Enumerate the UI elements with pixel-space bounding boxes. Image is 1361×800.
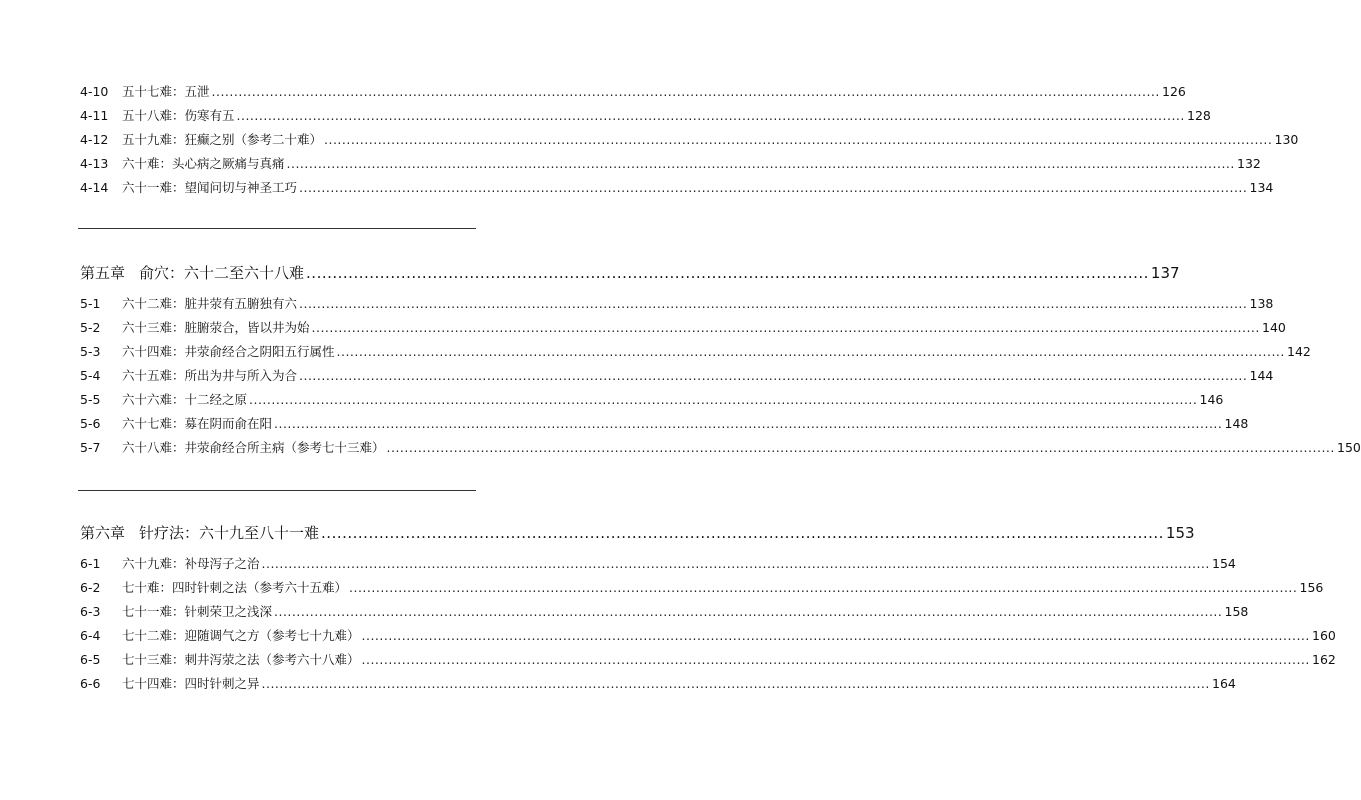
dot-leader: [349, 580, 1297, 595]
dot-leader: [312, 320, 1260, 335]
toc-entry[interactable]: [80, 554, 1236, 578]
dot-leader: [337, 344, 1285, 359]
chapter-label: 第六章: [80, 524, 126, 542]
section-divider: [78, 228, 476, 229]
entry-page: 138: [1249, 296, 1274, 311]
entry-page: 140: [1262, 320, 1286, 335]
entry-title: 六十六难：十二经之原: [122, 392, 248, 407]
entry-title: 六十八难：井荥俞经合所主病（参考七十三难）: [122, 440, 385, 455]
entry-page: 146: [1199, 392, 1224, 407]
toc-entry[interactable]: [80, 178, 1274, 202]
toc-entry[interactable]: [80, 130, 1299, 154]
toc-section-chapter6: [80, 522, 1336, 698]
toc-entry[interactable]: [80, 438, 1361, 462]
chapter-page: 153: [1165, 524, 1195, 542]
entry-title: 七十难：四时针刺之法（参考六十五难）: [122, 580, 348, 595]
entry-page: 128: [1187, 108, 1211, 123]
entry-page: 164: [1212, 676, 1236, 691]
entry-title: 六十二难：脏井荥有五腑独有六: [122, 296, 298, 311]
entry-number: 5-1: [80, 296, 101, 311]
entry-title: 五十九难：狂癫之别（参考二十难）: [122, 132, 323, 147]
dot-leader: [237, 108, 1185, 123]
entry-page: 134: [1249, 180, 1274, 195]
dot-leader: [324, 132, 1272, 147]
dot-leader: [387, 440, 1335, 455]
dot-leader: [299, 296, 1247, 311]
dot-leader: [299, 368, 1247, 383]
toc-entry[interactable]: [80, 650, 1336, 674]
toc-entry[interactable]: [80, 294, 1274, 318]
entry-page: 130: [1274, 132, 1299, 147]
toc-entry[interactable]: [80, 674, 1236, 698]
entry-page: 142: [1287, 344, 1311, 359]
entry-page: 144: [1249, 368, 1274, 383]
entry-title: 六十一难：望闻问切与神圣工巧: [122, 180, 298, 195]
entry-page: 156: [1299, 580, 1324, 595]
entry-title: 七十三难：刺井泻荥之法（参考六十八难）: [122, 652, 360, 667]
entry-page: 126: [1162, 84, 1186, 99]
entry-page: 162: [1312, 652, 1336, 667]
dot-leader: [362, 652, 1310, 667]
entry-number: 5-6: [80, 416, 101, 431]
entry-number: 5-2: [80, 320, 101, 335]
entry-title: 七十一难：针刺荣卫之浅深: [122, 604, 273, 619]
entry-number: 6-6: [80, 676, 101, 691]
entry-title: 六十难：头心病之厥痛与真痛: [122, 156, 285, 171]
entry-number: 4-11: [80, 108, 109, 123]
toc-entry[interactable]: [80, 414, 1249, 438]
dot-leader: [249, 392, 1197, 407]
toc-entry[interactable]: [80, 602, 1249, 626]
entry-number: 4-12: [80, 132, 109, 147]
entry-page: 148: [1224, 416, 1249, 431]
toc-section-chapter4: [80, 82, 1299, 202]
entry-title: 七十二难：迎随调气之方（参考七十九难）: [122, 628, 360, 643]
toc-entry[interactable]: [80, 106, 1211, 130]
entry-number: 6-3: [80, 604, 101, 619]
entry-title: 五十七难：五泄: [122, 84, 210, 99]
entry-page: 132: [1237, 156, 1261, 171]
dot-leader: [212, 84, 1160, 99]
section-divider: [78, 490, 476, 491]
entry-page: 154: [1212, 556, 1236, 571]
entry-number: 4-10: [80, 84, 109, 99]
entry-title: 五十八难：伤寒有五: [122, 108, 235, 123]
chapter-page: 137: [1150, 264, 1180, 282]
entry-title: 六十九难：补母泻子之治: [122, 556, 260, 571]
entry-number: 4-14: [80, 180, 109, 195]
dot-leader: [299, 180, 1247, 195]
entry-title: 六十七难：募在阴而俞在阳: [122, 416, 273, 431]
toc-section-chapter5: [80, 262, 1361, 462]
toc-entry[interactable]: [80, 390, 1224, 414]
entry-number: 5-3: [80, 344, 101, 359]
toc-entry[interactable]: [80, 626, 1336, 650]
entry-number: 6-4: [80, 628, 101, 643]
entry-title: 六十五难：所出为井与所入为合: [122, 368, 298, 383]
toc-entry[interactable]: [80, 578, 1324, 602]
entry-number: 5-5: [80, 392, 101, 407]
entry-number: 6-2: [80, 580, 101, 595]
dot-leader: [287, 156, 1235, 171]
entry-page: 160: [1312, 628, 1336, 643]
entry-page: 158: [1224, 604, 1249, 619]
entry-title: 七十四难：四时针刺之异: [122, 676, 260, 691]
dot-leader: [274, 604, 1222, 619]
dot-leader: [274, 416, 1222, 431]
entry-number: 4-13: [80, 156, 109, 171]
dot-leader: [362, 628, 1310, 643]
toc-entry[interactable]: [80, 318, 1286, 342]
dot-leader: [306, 264, 1149, 282]
toc-entry[interactable]: [80, 154, 1261, 178]
entry-page: 150: [1337, 440, 1361, 455]
chapter-heading[interactable]: [80, 262, 1180, 290]
chapter-heading[interactable]: [80, 522, 1195, 550]
toc-entry[interactable]: [80, 342, 1311, 366]
chapter-title: 俞穴：六十二至六十八难: [139, 264, 305, 282]
entry-number: 5-4: [80, 368, 101, 383]
chapter-label: 第五章: [80, 264, 126, 282]
entry-title: 六十四难：井荥俞经合之阴阳五行属性: [122, 344, 335, 359]
dot-leader: [262, 676, 1210, 691]
toc-entry[interactable]: [80, 366, 1274, 390]
entry-number: 6-5: [80, 652, 101, 667]
entry-number: 5-7: [80, 440, 101, 455]
entry-title: 六十三难：脏腑荥合，皆以井为始: [122, 320, 310, 335]
dot-leader: [262, 556, 1210, 571]
entry-number: 6-1: [80, 556, 101, 571]
dot-leader: [321, 524, 1164, 542]
toc-entry[interactable]: [80, 82, 1186, 106]
chapter-title: 针疗法：六十九至八十一难: [139, 524, 320, 542]
